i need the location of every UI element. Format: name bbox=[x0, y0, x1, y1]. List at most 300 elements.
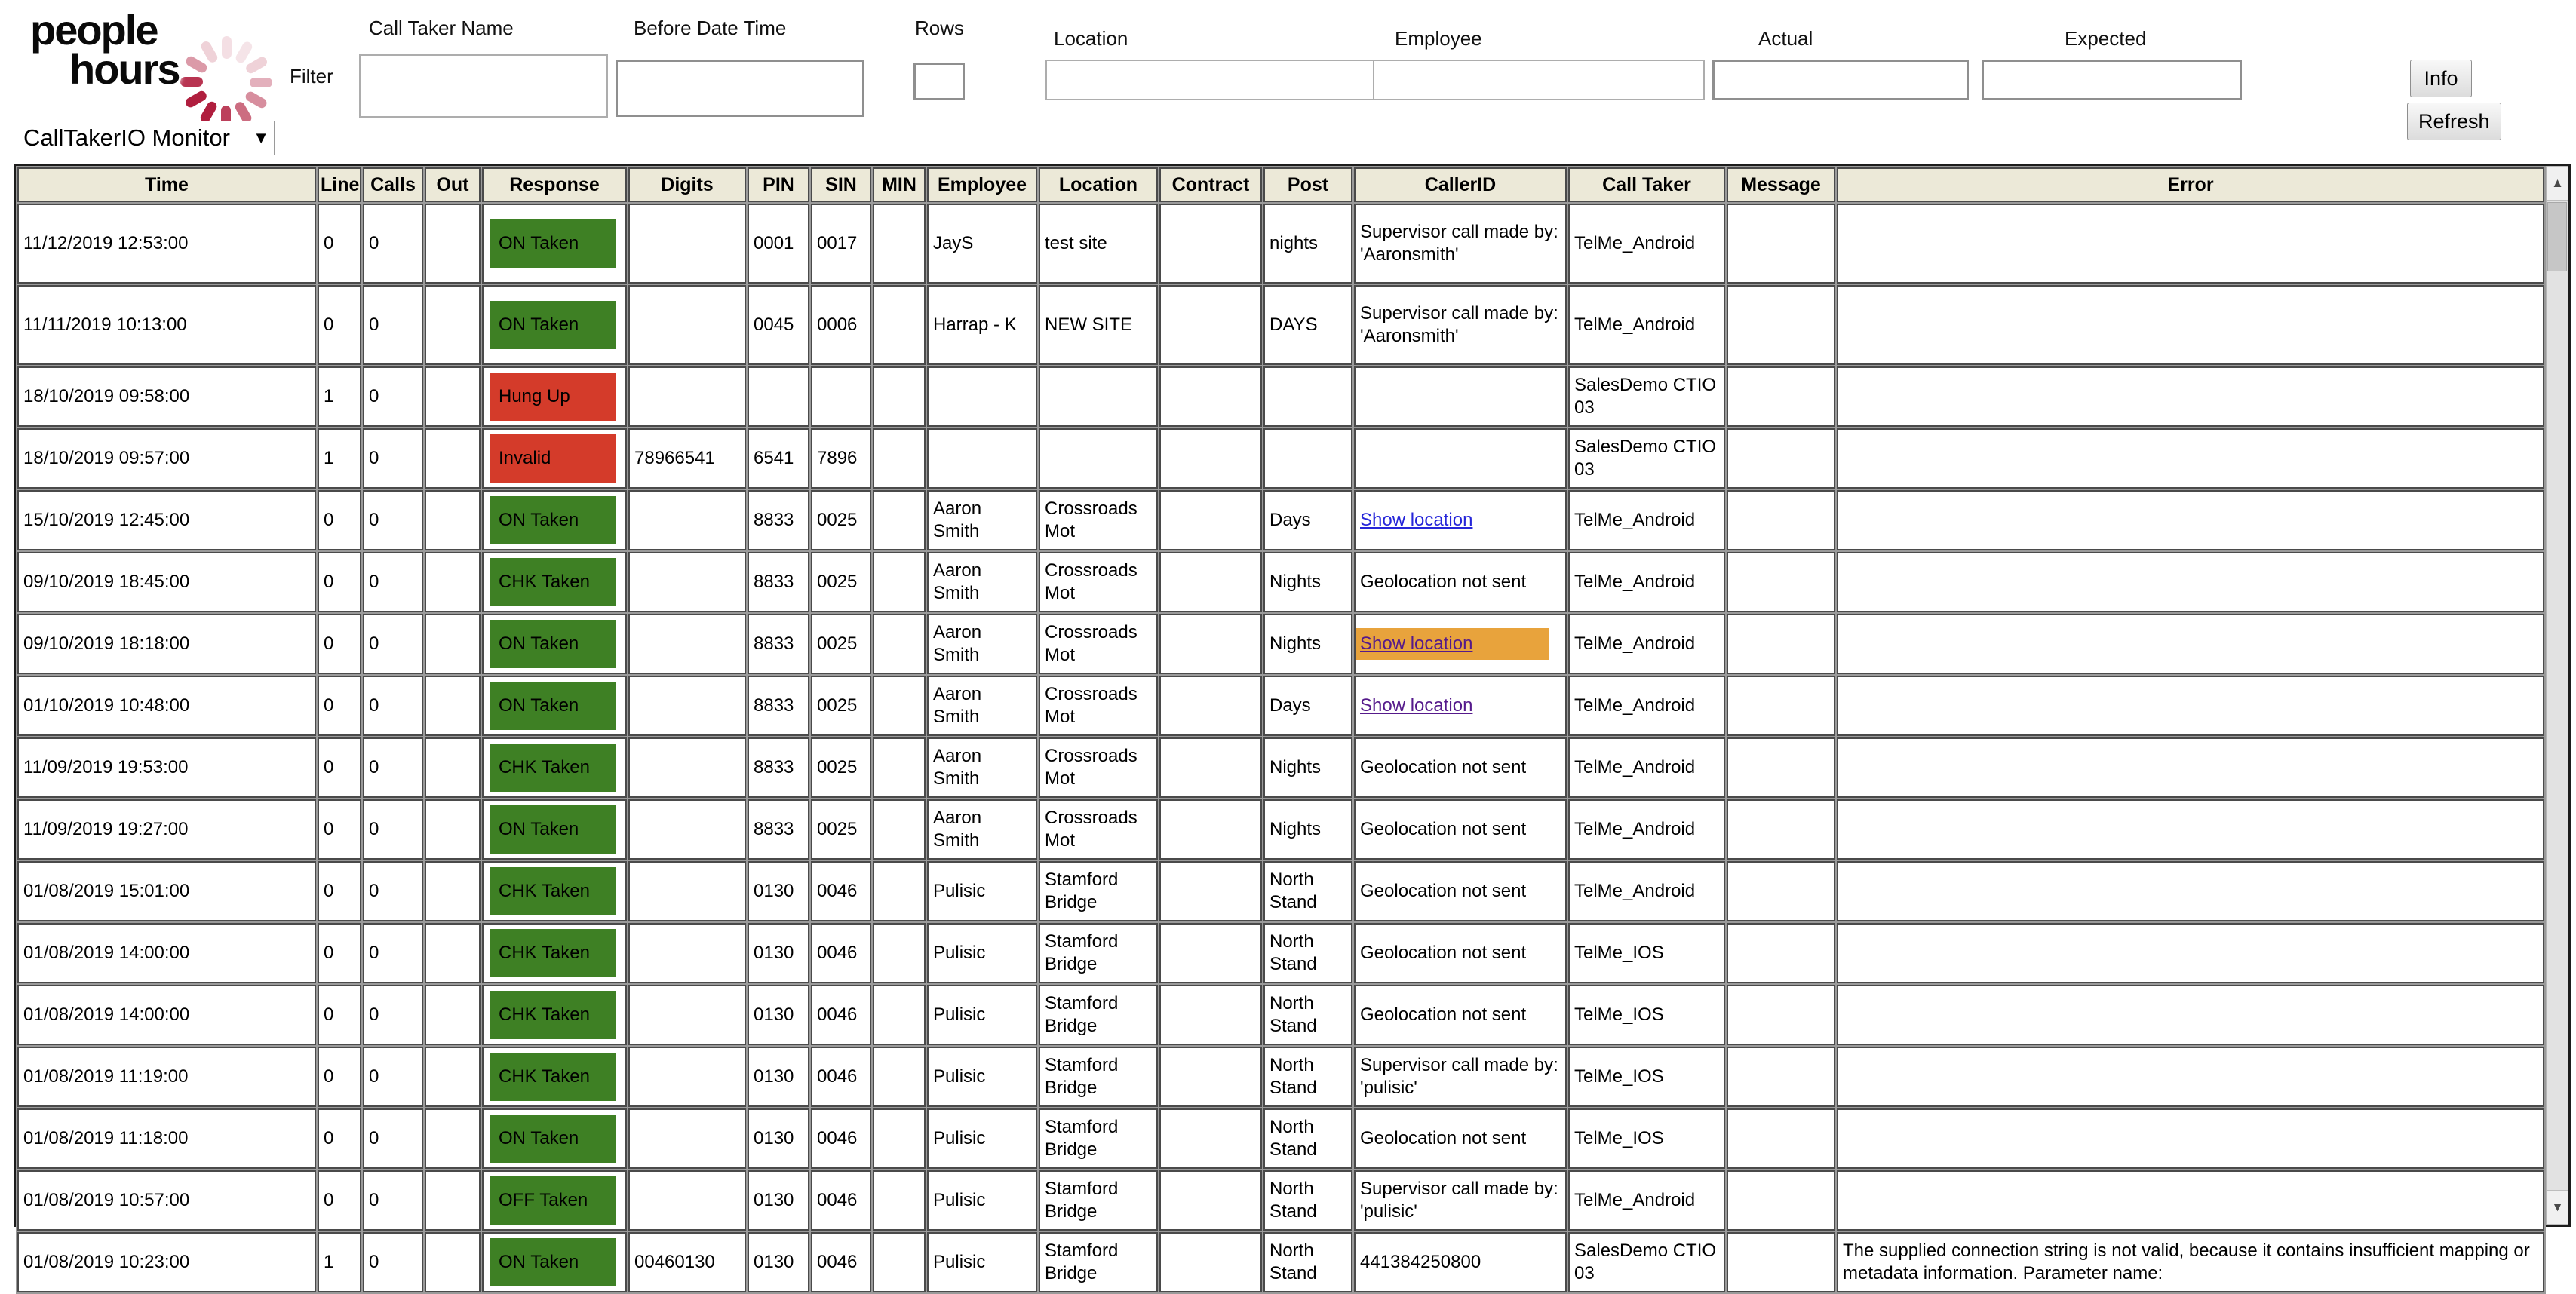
cell-post: Days bbox=[1263, 676, 1352, 736]
cell-line: 0 bbox=[318, 737, 361, 798]
column-header-line: Line bbox=[318, 167, 361, 202]
cell-line: 1 bbox=[318, 366, 361, 427]
cell-response bbox=[482, 614, 627, 674]
cell-digits: 78966541 bbox=[628, 428, 746, 489]
show-location-link[interactable]: Show location bbox=[1360, 510, 1473, 530]
cell-calls: 0 bbox=[363, 799, 423, 860]
cell-callerid bbox=[1354, 428, 1567, 489]
cell-calls: 0 bbox=[363, 428, 423, 489]
cell-sin: 0025 bbox=[811, 614, 871, 674]
cell-out bbox=[425, 1108, 481, 1169]
scroll-up-icon: ▲ bbox=[2551, 176, 2564, 190]
cell-call_taker: TelMe_Android bbox=[1568, 285, 1725, 365]
cell-digits bbox=[628, 614, 746, 674]
cell-error: The supplied connection string is not valid, because it contains insufficient mapping or metadata information. Parameter name: bbox=[1837, 1232, 2544, 1292]
cell-time: 01/08/2019 14:00:00 bbox=[17, 923, 316, 983]
cell-time: 01/08/2019 14:00:00 bbox=[17, 985, 316, 1045]
response-badge: CHK Taken bbox=[490, 929, 616, 977]
cell-employee: Aaron Smith bbox=[927, 552, 1037, 612]
cell-calls: 0 bbox=[363, 614, 423, 674]
cell-employee: Pulisic bbox=[927, 1170, 1037, 1231]
cell-time: 09/10/2019 18:45:00 bbox=[17, 552, 316, 612]
cell-message bbox=[1727, 285, 1835, 365]
employee-input[interactable] bbox=[1373, 60, 1705, 100]
cell-employee: Aaron Smith bbox=[927, 676, 1037, 736]
cell-location: Stamford Bridge bbox=[1039, 1047, 1158, 1107]
cell-post bbox=[1263, 428, 1352, 489]
cell-post: Nights bbox=[1263, 614, 1352, 674]
table-row bbox=[17, 285, 2544, 365]
cell-post: North Stand bbox=[1263, 1108, 1352, 1169]
cell-message bbox=[1727, 552, 1835, 612]
cell-error bbox=[1837, 676, 2544, 736]
cell-pin: 0045 bbox=[748, 285, 809, 365]
column-header-calls: Calls bbox=[363, 167, 423, 202]
cell-line: 0 bbox=[318, 204, 361, 284]
cell-response bbox=[482, 1108, 627, 1169]
cell-sin: 0046 bbox=[811, 1170, 871, 1231]
cell-out bbox=[425, 861, 481, 921]
cell-callerid: Geolocation not sent bbox=[1354, 737, 1567, 798]
cell-pin: 8833 bbox=[748, 490, 809, 550]
cell-time: 18/10/2019 09:58:00 bbox=[17, 366, 316, 427]
cell-time: 18/10/2019 09:57:00 bbox=[17, 428, 316, 489]
table-row bbox=[17, 737, 2544, 798]
table-row bbox=[17, 614, 2544, 674]
response-badge: ON Taken bbox=[490, 496, 616, 544]
cell-min bbox=[873, 737, 926, 798]
show-location-link[interactable]: Show location bbox=[1360, 695, 1473, 716]
cell-out bbox=[425, 428, 481, 489]
cell-min bbox=[873, 923, 926, 983]
cell-sin: 0046 bbox=[811, 1108, 871, 1169]
cell-message bbox=[1727, 737, 1835, 798]
cell-location: Stamford Bridge bbox=[1039, 1170, 1158, 1231]
column-header-location: Location bbox=[1039, 167, 1158, 202]
response-badge: CHK Taken bbox=[490, 558, 616, 606]
cell-min bbox=[873, 1232, 926, 1292]
cell-error bbox=[1837, 552, 2544, 612]
cell-digits bbox=[628, 1108, 746, 1169]
cell-contract bbox=[1159, 204, 1262, 284]
cell-location: Crossroads Mot bbox=[1039, 737, 1158, 798]
cell-call_taker: TelMe_Android bbox=[1568, 737, 1725, 798]
vertical-scrollbar[interactable] bbox=[2546, 166, 2568, 1225]
table-row bbox=[17, 799, 2544, 860]
column-header-callerid: CallerID bbox=[1354, 167, 1567, 202]
cell-error bbox=[1837, 923, 2544, 983]
response-badge: CHK Taken bbox=[490, 1053, 616, 1101]
scroll-down-button[interactable] bbox=[2547, 1190, 2568, 1225]
cell-location: Crossroads Mot bbox=[1039, 799, 1158, 860]
cell-employee: Aaron Smith bbox=[927, 614, 1037, 674]
cell-response bbox=[482, 1232, 627, 1292]
cell-callerid: Geolocation not sent bbox=[1354, 1108, 1567, 1169]
cell-pin: 0130 bbox=[748, 1047, 809, 1107]
cell-message bbox=[1727, 1232, 1835, 1292]
cell-location: Crossroads Mot bbox=[1039, 614, 1158, 674]
cell-pin: 8833 bbox=[748, 737, 809, 798]
cell-time: 11/11/2019 10:13:00 bbox=[17, 285, 316, 365]
column-header-error: Error bbox=[1837, 167, 2544, 202]
cell-time: 09/10/2019 18:18:00 bbox=[17, 614, 316, 674]
cell-line: 0 bbox=[318, 676, 361, 736]
scrollbar-thumb[interactable] bbox=[2547, 202, 2567, 271]
response-badge: ON Taken bbox=[490, 620, 616, 668]
cell-calls: 0 bbox=[363, 985, 423, 1045]
cell-callerid: Geolocation not sent bbox=[1354, 923, 1567, 983]
cell-out bbox=[425, 985, 481, 1045]
cell-contract bbox=[1159, 1047, 1262, 1107]
cell-contract bbox=[1159, 737, 1262, 798]
cell-digits bbox=[628, 737, 746, 798]
cell-calls: 0 bbox=[363, 737, 423, 798]
column-header-response: Response bbox=[482, 167, 627, 202]
cell-message bbox=[1727, 1170, 1835, 1231]
cell-pin: 8833 bbox=[748, 799, 809, 860]
cell-location: Stamford Bridge bbox=[1039, 985, 1158, 1045]
cell-out bbox=[425, 366, 481, 427]
response-badge: CHK Taken bbox=[490, 867, 616, 915]
cell-sin: 0025 bbox=[811, 552, 871, 612]
cell-location bbox=[1039, 428, 1158, 489]
call-monitor-grid bbox=[14, 164, 2571, 1283]
cell-call_taker: TelMe_Android bbox=[1568, 676, 1725, 736]
cell-min bbox=[873, 552, 926, 612]
cell-pin: 0130 bbox=[748, 923, 809, 983]
column-header-contract: Contract bbox=[1159, 167, 1262, 202]
cell-sin: 0046 bbox=[811, 1232, 871, 1292]
cell-error bbox=[1837, 428, 2544, 489]
cell-error bbox=[1837, 861, 2544, 921]
cell-calls: 0 bbox=[363, 285, 423, 365]
cell-post bbox=[1263, 366, 1352, 427]
show-location-link[interactable]: Show location bbox=[1360, 633, 1473, 654]
response-badge: ON Taken bbox=[490, 1238, 616, 1286]
cell-callerid: Supervisor call made by: 'Aaronsmith' bbox=[1354, 285, 1567, 365]
cell-calls: 0 bbox=[363, 1047, 423, 1107]
cell-error bbox=[1837, 366, 2544, 427]
cell-error bbox=[1837, 490, 2544, 550]
cell-response bbox=[482, 552, 627, 612]
cell-contract bbox=[1159, 676, 1262, 736]
actual-label: Actual bbox=[1758, 27, 1813, 50]
scroll-up-button[interactable] bbox=[2547, 166, 2568, 201]
cell-line: 0 bbox=[318, 490, 361, 550]
cell-contract bbox=[1159, 552, 1262, 612]
cell-callerid bbox=[1354, 614, 1567, 674]
cell-call_taker: TelMe_IOS bbox=[1568, 985, 1725, 1045]
cell-location: NEW SITE bbox=[1039, 285, 1158, 365]
cell-error bbox=[1837, 737, 2544, 798]
cell-sin: 0025 bbox=[811, 490, 871, 550]
cell-line: 0 bbox=[318, 1047, 361, 1107]
cell-message bbox=[1727, 985, 1835, 1045]
table-body bbox=[17, 204, 2544, 1292]
cell-time: 15/10/2019 12:45:00 bbox=[17, 490, 316, 550]
actual-input[interactable] bbox=[1712, 60, 1969, 100]
cell-post: North Stand bbox=[1263, 861, 1352, 921]
cell-employee bbox=[927, 366, 1037, 427]
cell-error bbox=[1837, 985, 2544, 1045]
cell-location: Stamford Bridge bbox=[1039, 923, 1158, 983]
cell-callerid: Geolocation not sent bbox=[1354, 985, 1567, 1045]
cell-call_taker: TelMe_Android bbox=[1568, 799, 1725, 860]
expected-input[interactable] bbox=[1982, 60, 2242, 100]
response-badge: Invalid bbox=[490, 434, 616, 483]
cell-out bbox=[425, 204, 481, 284]
cell-min bbox=[873, 1170, 926, 1231]
cell-calls: 0 bbox=[363, 204, 423, 284]
response-badge: OFF Taken bbox=[490, 1176, 616, 1225]
cell-employee: Aaron Smith bbox=[927, 737, 1037, 798]
table-row bbox=[17, 490, 2544, 550]
cell-message bbox=[1727, 1047, 1835, 1107]
peoplehours-logo bbox=[30, 6, 279, 124]
cell-out bbox=[425, 923, 481, 983]
cell-call_taker: SalesDemo CTIO 03 bbox=[1568, 1232, 1725, 1292]
cell-time: 01/08/2019 11:18:00 bbox=[17, 1108, 316, 1169]
expected-label: Expected bbox=[2065, 27, 2147, 50]
cell-out bbox=[425, 799, 481, 860]
cell-sin bbox=[811, 366, 871, 427]
location-input[interactable] bbox=[1045, 60, 1377, 100]
cell-line: 0 bbox=[318, 799, 361, 860]
cell-error bbox=[1837, 614, 2544, 674]
cell-line: 0 bbox=[318, 923, 361, 983]
cell-response bbox=[482, 490, 627, 550]
table-row bbox=[17, 923, 2544, 983]
cell-min bbox=[873, 428, 926, 489]
cell-min bbox=[873, 799, 926, 860]
table-row bbox=[17, 366, 2544, 427]
cell-contract bbox=[1159, 285, 1262, 365]
cell-post: Nights bbox=[1263, 737, 1352, 798]
column-header-digits: Digits bbox=[628, 167, 746, 202]
cell-response bbox=[482, 366, 627, 427]
cell-pin: 0001 bbox=[748, 204, 809, 284]
cell-location: Stamford Bridge bbox=[1039, 1108, 1158, 1169]
cell-time: 01/08/2019 15:01:00 bbox=[17, 861, 316, 921]
cell-location: Crossroads Mot bbox=[1039, 552, 1158, 612]
cell-call_taker: TelMe_IOS bbox=[1568, 1108, 1725, 1169]
cell-callerid: Geolocation not sent bbox=[1354, 799, 1567, 860]
cell-message bbox=[1727, 799, 1835, 860]
table-header bbox=[17, 167, 2544, 202]
cell-line: 0 bbox=[318, 1108, 361, 1169]
cell-time: 11/09/2019 19:27:00 bbox=[17, 799, 316, 860]
cell-out bbox=[425, 552, 481, 612]
rows-input[interactable] bbox=[913, 63, 965, 100]
response-badge: ON Taken bbox=[490, 805, 616, 854]
logo-line2: hours bbox=[69, 45, 180, 93]
cell-pin: 0130 bbox=[748, 985, 809, 1045]
cell-response bbox=[482, 204, 627, 284]
cell-contract bbox=[1159, 923, 1262, 983]
cell-post: Days bbox=[1263, 490, 1352, 550]
cell-post: North Stand bbox=[1263, 1170, 1352, 1231]
cell-digits bbox=[628, 923, 746, 983]
cell-min bbox=[873, 861, 926, 921]
cell-error bbox=[1837, 1170, 2544, 1231]
cell-contract bbox=[1159, 1108, 1262, 1169]
cell-message bbox=[1727, 428, 1835, 489]
column-header-message: Message bbox=[1727, 167, 1835, 202]
cell-time: 01/08/2019 10:57:00 bbox=[17, 1170, 316, 1231]
cell-calls: 0 bbox=[363, 676, 423, 736]
cell-employee: Pulisic bbox=[927, 1108, 1037, 1169]
cell-post: North Stand bbox=[1263, 923, 1352, 983]
response-badge: Hung Up bbox=[490, 373, 616, 421]
cell-message bbox=[1727, 490, 1835, 550]
table-row bbox=[17, 204, 2544, 284]
cell-line: 0 bbox=[318, 861, 361, 921]
cell-post: Nights bbox=[1263, 552, 1352, 612]
call-taker-name-input[interactable] bbox=[359, 54, 608, 118]
cell-contract bbox=[1159, 428, 1262, 489]
cell-contract bbox=[1159, 490, 1262, 550]
cell-digits bbox=[628, 799, 746, 860]
cell-post: North Stand bbox=[1263, 1047, 1352, 1107]
cell-contract bbox=[1159, 1232, 1262, 1292]
cell-call_taker: TelMe_Android bbox=[1568, 552, 1725, 612]
cell-message bbox=[1727, 366, 1835, 427]
cell-time: 01/08/2019 11:19:00 bbox=[17, 1047, 316, 1107]
response-badge: ON Taken bbox=[490, 1115, 616, 1163]
cell-employee: Aaron Smith bbox=[927, 799, 1037, 860]
chevron-down-icon: ▼ bbox=[253, 128, 269, 147]
column-header-call_taker: Call Taker bbox=[1568, 167, 1725, 202]
cell-digits bbox=[628, 985, 746, 1045]
cell-response bbox=[482, 799, 627, 860]
cell-error bbox=[1837, 799, 2544, 860]
cell-sin: 0025 bbox=[811, 799, 871, 860]
column-header-post: Post bbox=[1263, 167, 1352, 202]
cell-digits bbox=[628, 861, 746, 921]
column-header-pin: PIN bbox=[748, 167, 809, 202]
cell-calls: 0 bbox=[363, 1170, 423, 1231]
cell-pin: 8833 bbox=[748, 676, 809, 736]
cell-call_taker: SalesDemo CTIO 03 bbox=[1568, 428, 1725, 489]
cell-pin: 0130 bbox=[748, 861, 809, 921]
column-header-time: Time bbox=[17, 167, 316, 202]
logo-text bbox=[30, 6, 279, 93]
cell-call_taker: SalesDemo CTIO 03 bbox=[1568, 366, 1725, 427]
cell-employee: Pulisic bbox=[927, 985, 1037, 1045]
cell-response bbox=[482, 676, 627, 736]
cell-pin bbox=[748, 366, 809, 427]
cell-line: 0 bbox=[318, 552, 361, 612]
info-button[interactable]: Info bbox=[2410, 60, 2472, 97]
cell-callerid: Supervisor call made by: 'pulisic' bbox=[1354, 1047, 1567, 1107]
cell-call_taker: TelMe_Android bbox=[1568, 861, 1725, 921]
table-row bbox=[17, 861, 2544, 921]
cell-sin: 0025 bbox=[811, 737, 871, 798]
cell-digits bbox=[628, 1047, 746, 1107]
response-badge: CHK Taken bbox=[490, 744, 616, 792]
view-select[interactable] bbox=[17, 121, 275, 155]
table-row bbox=[17, 1047, 2544, 1107]
cell-time: 11/09/2019 19:53:00 bbox=[17, 737, 316, 798]
cell-pin: 0130 bbox=[748, 1108, 809, 1169]
logo-line1: people bbox=[30, 6, 158, 54]
cell-contract bbox=[1159, 985, 1262, 1045]
cell-error bbox=[1837, 285, 2544, 365]
table-row bbox=[17, 1232, 2544, 1292]
cell-callerid: Supervisor call made by: 'Aaronsmith' bbox=[1354, 204, 1567, 284]
cell-post: North Stand bbox=[1263, 985, 1352, 1045]
cell-digits bbox=[628, 552, 746, 612]
cell-call_taker: TelMe_IOS bbox=[1568, 923, 1725, 983]
before-date-time-input[interactable] bbox=[616, 60, 864, 117]
table-row bbox=[17, 1170, 2544, 1231]
column-header-employee: Employee bbox=[927, 167, 1037, 202]
cell-sin: 0046 bbox=[811, 923, 871, 983]
cell-calls: 0 bbox=[363, 923, 423, 983]
employee-label: Employee bbox=[1395, 27, 1482, 50]
cell-contract bbox=[1159, 1170, 1262, 1231]
rows-label: Rows bbox=[915, 17, 965, 39]
cell-location: Crossroads Mot bbox=[1039, 676, 1158, 736]
cell-pin: 6541 bbox=[748, 428, 809, 489]
cell-line: 0 bbox=[318, 614, 361, 674]
cell-min bbox=[873, 614, 926, 674]
column-header-out: Out bbox=[425, 167, 481, 202]
cell-error bbox=[1837, 1047, 2544, 1107]
cell-callerid: Geolocation not sent bbox=[1354, 552, 1567, 612]
cell-response bbox=[482, 923, 627, 983]
cell-line: 0 bbox=[318, 985, 361, 1045]
cell-response bbox=[482, 1047, 627, 1107]
table-row bbox=[17, 676, 2544, 736]
cell-sin: 0025 bbox=[811, 676, 871, 736]
cell-call_taker: TelMe_Android bbox=[1568, 614, 1725, 674]
cell-out bbox=[425, 490, 481, 550]
cell-time: 01/08/2019 10:23:00 bbox=[17, 1232, 316, 1292]
cell-location: Stamford Bridge bbox=[1039, 1232, 1158, 1292]
cell-post: nights bbox=[1263, 204, 1352, 284]
scroll-down-icon: ▼ bbox=[2551, 1200, 2564, 1214]
cell-message bbox=[1727, 923, 1835, 983]
cell-min bbox=[873, 204, 926, 284]
cell-digits bbox=[628, 676, 746, 736]
cell-min bbox=[873, 676, 926, 736]
cell-pin: 8833 bbox=[748, 552, 809, 612]
cell-digits bbox=[628, 490, 746, 550]
cell-sin: 0046 bbox=[811, 1047, 871, 1107]
column-header-sin: SIN bbox=[811, 167, 871, 202]
cell-time: 01/10/2019 10:48:00 bbox=[17, 676, 316, 736]
cell-contract bbox=[1159, 861, 1262, 921]
cell-message bbox=[1727, 614, 1835, 674]
cell-error bbox=[1837, 1108, 2544, 1169]
refresh-button[interactable]: Refresh bbox=[2407, 103, 2501, 140]
cell-digits bbox=[628, 1170, 746, 1231]
cell-message bbox=[1727, 204, 1835, 284]
call-monitor-table bbox=[16, 166, 2546, 1294]
cell-calls: 0 bbox=[363, 1232, 423, 1292]
cell-out bbox=[425, 1232, 481, 1292]
cell-callerid: Geolocation not sent bbox=[1354, 861, 1567, 921]
table-row bbox=[17, 552, 2544, 612]
cell-location: test site bbox=[1039, 204, 1158, 284]
cell-callerid: 441384250800 bbox=[1354, 1232, 1567, 1292]
cell-out bbox=[425, 676, 481, 736]
table-row bbox=[17, 1108, 2544, 1169]
call-taker-name-label: Call Taker Name bbox=[369, 17, 514, 39]
cell-calls: 0 bbox=[363, 861, 423, 921]
cell-response bbox=[482, 737, 627, 798]
